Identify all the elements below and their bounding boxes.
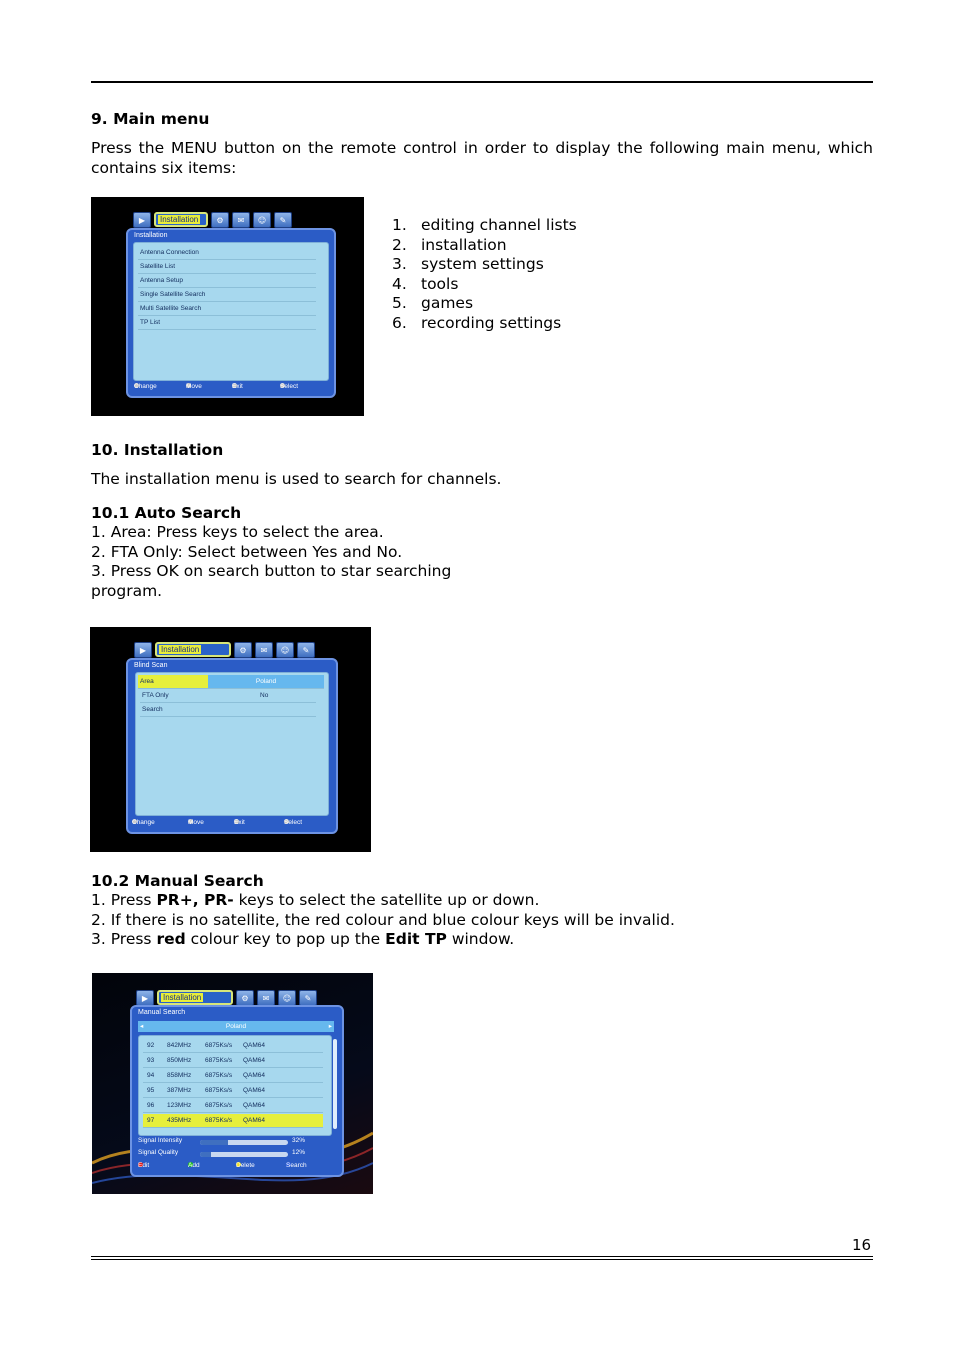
tab-icon: ☺ [276, 642, 294, 658]
tp-cell: 6875Ks/s [205, 1102, 233, 1109]
tp-row[interactable] [143, 1084, 323, 1098]
tp-cell: 435MHz [167, 1117, 192, 1124]
scrollbar[interactable] [333, 1039, 337, 1129]
section-10-2-heading: 10.2 Manual Search [91, 872, 264, 890]
menu-row[interactable]: Antenna Connection [138, 246, 316, 260]
tab-icon: ▶ [133, 212, 151, 228]
tp-cell: 93 [147, 1057, 155, 1064]
search-row: Search [140, 703, 316, 717]
signal-intensity-bar [200, 1140, 288, 1145]
panel-title: Blind Scan [134, 662, 168, 669]
auto-search-line: 3. Press OK on search button to star searching [91, 562, 452, 580]
tp-row[interactable] [143, 1099, 323, 1113]
tab-icon: ⚙ [234, 642, 252, 658]
tp-cell: 858MHz [167, 1072, 192, 1079]
panel-title: Manual Search [138, 1009, 186, 1016]
section-10-heading: 10. Installation [91, 441, 224, 459]
tab-icon: ✉ [257, 990, 275, 1006]
menu-panel [126, 228, 336, 398]
tab-icon: ✎ [297, 642, 315, 658]
tab-icon: ▶ [134, 642, 152, 658]
signal-area: Signal Intensity 32% Signal Quality 12% [138, 1137, 306, 1156]
list-item: 3. system settings [392, 255, 544, 274]
panel-footer: Edit Add Delete Search [138, 1162, 307, 1169]
tp-cell: 92 [147, 1042, 155, 1049]
tp-cell: 6875Ks/s [205, 1087, 233, 1094]
panel-title: Installation [134, 232, 168, 239]
tp-cell: QAM64 [243, 1117, 266, 1124]
list-item: 5. games [392, 294, 474, 313]
manual-search-line-2: 2. If there is no satellite, the red colour and blue colour keys will be invalid. [91, 911, 675, 929]
tp-cell: QAM64 [243, 1102, 266, 1109]
tp-cell: 96 [147, 1102, 155, 1109]
menu-panel [126, 658, 338, 834]
tp-cell: 6875Ks/s [205, 1117, 233, 1124]
tp-row[interactable] [143, 1069, 323, 1083]
auto-search-line: program. [91, 582, 163, 600]
list-item: 1. editing channel lists [392, 216, 577, 234]
area-row: Area Poland [138, 675, 324, 689]
tab-icon: ✎ [274, 212, 292, 228]
tp-cell: QAM64 [243, 1087, 266, 1094]
menu-row[interactable]: Single Satellite Search [138, 288, 316, 302]
tab-installation: Installation [154, 212, 208, 227]
tp-cell: 6875Ks/s [205, 1042, 233, 1049]
menu-panel [130, 1005, 344, 1177]
menu-row[interactable]: Satellite List [138, 260, 316, 274]
manual-search-screenshot [92, 973, 373, 1194]
tp-cell: 842MHz [167, 1042, 192, 1049]
tab-icon: ⚙ [211, 212, 229, 228]
tab-icon: ⚙ [236, 990, 254, 1006]
main-menu-items [392, 216, 577, 334]
tab-icon: ✎ [299, 990, 317, 1006]
tab-icon: ☺ [278, 990, 296, 1006]
footer-rule [91, 1256, 873, 1257]
section-9-intro: Press the MENU button on the remote control in order to display the following main menu, which contains six items: [91, 139, 873, 177]
tp-cell: 6875Ks/s [205, 1072, 233, 1079]
panel-footer: Change Move Exit Select [134, 383, 299, 390]
tab-icon: ✉ [255, 642, 273, 658]
list-item: 2. installation [392, 235, 507, 254]
blind-scan-screenshot [90, 627, 371, 852]
satellite-selector: ◂ Poland ▸ [140, 1023, 332, 1030]
auto-search-line: 2. FTA Only: Select between Yes and No. [91, 543, 403, 561]
fta-only-row: FTA Only No [140, 689, 316, 703]
tp-cell: QAM64 [243, 1057, 266, 1064]
tp-cell: 95 [147, 1087, 155, 1094]
tab-icon: ☺ [253, 212, 271, 228]
tp-cell: 6875Ks/s [205, 1057, 233, 1064]
tp-row[interactable] [143, 1114, 323, 1128]
tp-cell: QAM64 [243, 1072, 266, 1079]
menu-row[interactable]: Antenna Setup [138, 274, 316, 288]
section-10-intro: The installation menu is used to search for channels. [91, 470, 502, 488]
tab-installation: Installation [157, 990, 233, 1005]
tab-icon: ✉ [232, 212, 250, 228]
manual-search-line-3: 3. Press red colour key to pop up the Edit TP window. [91, 930, 515, 948]
tp-cell: 850MHz [167, 1057, 192, 1064]
panel-footer: Change Move Exit Select [132, 819, 303, 826]
section-9-heading: 9. Main menu [91, 110, 210, 128]
signal-quality-bar [200, 1152, 288, 1157]
tp-row[interactable] [143, 1054, 323, 1068]
tp-cell: 97 [147, 1117, 155, 1124]
section-10-1-heading: 10.1 Auto Search [91, 504, 242, 522]
manual-search-line-1: 1. Press PR+, PR- keys to select the satellite up or down. [91, 891, 540, 909]
tp-cell: 387MHz [167, 1087, 192, 1094]
list-item: 6. recording settings [392, 313, 562, 332]
page-number: 16 [852, 1236, 872, 1254]
main-menu-screenshot [91, 197, 364, 416]
tab-icon: ▶ [136, 990, 154, 1006]
tp-cell: QAM64 [243, 1042, 266, 1049]
menu-row[interactable]: Multi Satellite Search [138, 302, 316, 316]
tp-cell: 123MHz [167, 1102, 192, 1109]
list-item: 4. tools [392, 274, 459, 293]
tab-installation: Installation [155, 642, 231, 657]
tp-row[interactable] [143, 1039, 323, 1053]
auto-search-line: 1. Area: Press keys to select the area. [91, 523, 384, 541]
tp-cell: 94 [147, 1072, 155, 1079]
footer-rule [91, 1259, 873, 1260]
header-rule [91, 81, 873, 83]
menu-row[interactable]: TP List [138, 316, 316, 330]
